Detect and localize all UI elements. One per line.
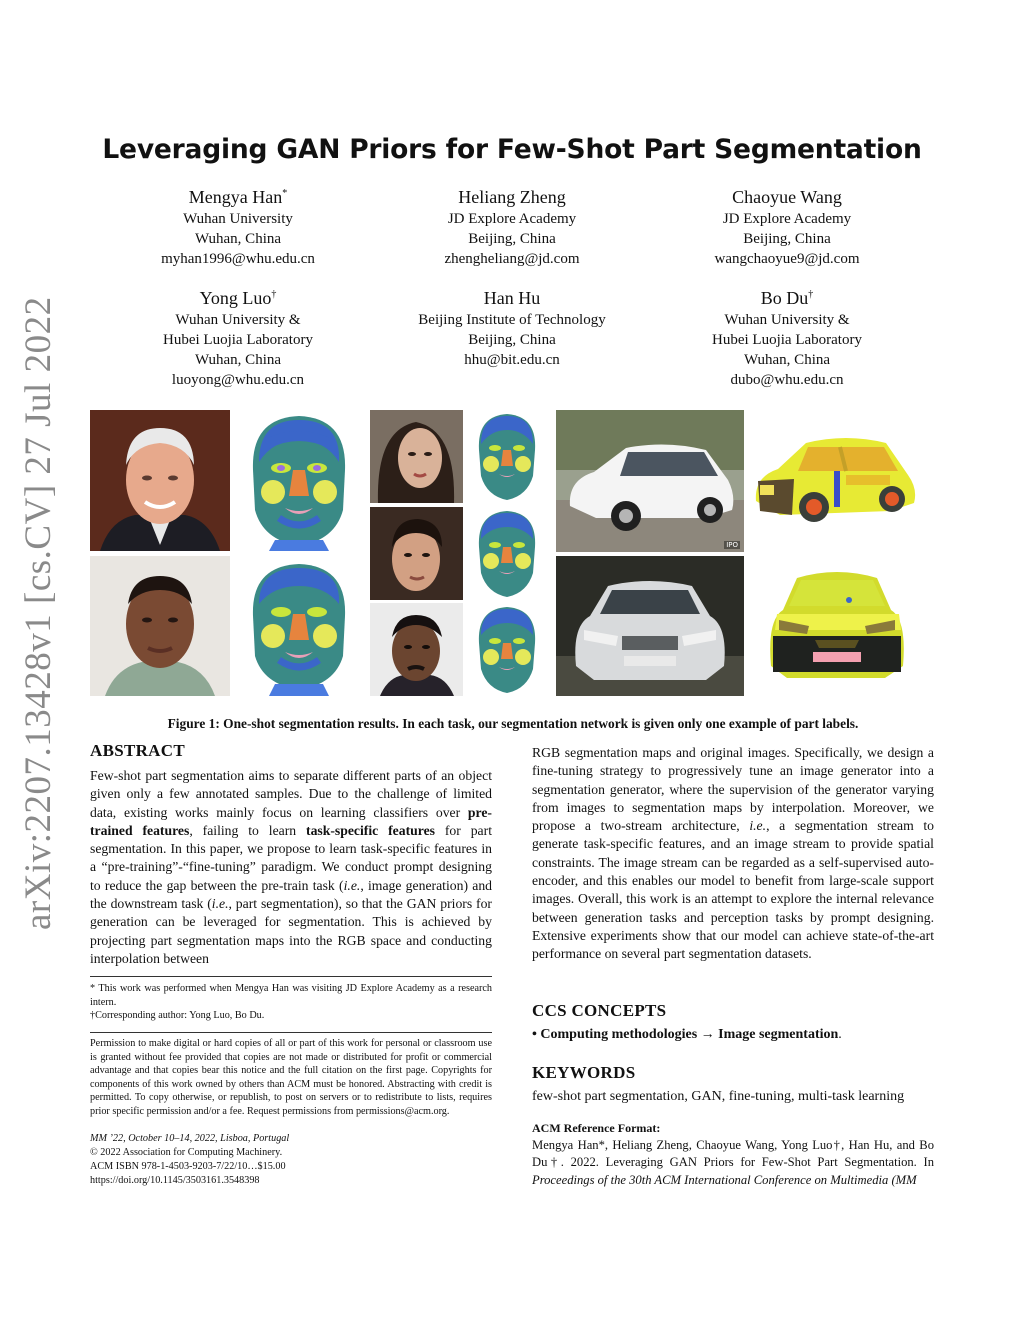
author-affiliation: Wuhan University xyxy=(183,211,293,227)
author-name: Mengya Han xyxy=(188,187,283,207)
copyright-line: © 2022 Association for Computing Machinery. xyxy=(90,1147,283,1158)
author-name: Chaoyue Wang xyxy=(732,187,842,207)
author-name: Yong Luo xyxy=(199,288,272,308)
ccs-suffix: . xyxy=(838,1027,842,1042)
face-segmentation-4 xyxy=(473,507,541,600)
permission-notice: Permission to make digital or hard copies of all or part of this work for personal or classroom use is granted without fee provided that copies are not made or distributed for profit or commercial advantage and that copies bear this notice and the full citation on the first page. Copyrights for components of this work owned by others than ACM must be honored. Abstracting with credit is permitted. To copy otherwise, or republish, to post on servers or to redistribute to lists, requires prior specific permission and/or a fee. Request permissions from permissions@acm.org. xyxy=(90,1038,492,1117)
car-photo-2 xyxy=(556,556,744,696)
face-segmentation-2 xyxy=(245,556,353,696)
author-name: Han Hu xyxy=(483,288,541,308)
author-affiliation: Wuhan University & xyxy=(724,312,850,328)
car-segmentation-2 xyxy=(765,560,910,680)
author-affiliation: JD Explore Academy xyxy=(722,211,852,227)
watermark: IPO xyxy=(726,541,738,549)
author-email[interactable]: myhan1996@whu.edu.cn xyxy=(161,251,315,267)
ccs-item xyxy=(532,1027,842,1043)
author-name: Bo Du xyxy=(760,288,809,308)
author-block xyxy=(637,182,937,269)
author-name: Heliang Zheng xyxy=(458,187,566,207)
face-photo-3 xyxy=(370,410,463,503)
author-email[interactable]: dubo@whu.edu.cn xyxy=(730,372,844,388)
author-block xyxy=(88,283,388,390)
ccs-heading: CCS CONCEPTS xyxy=(532,1001,667,1020)
author-affiliation-2: Hubei Luojia Laboratory xyxy=(712,332,862,348)
abstract-right-text xyxy=(532,744,934,964)
ccs-bullet: • xyxy=(532,1027,541,1042)
author-location: Wuhan, China xyxy=(194,352,282,368)
abstract-bold-term: task-specific features xyxy=(306,822,435,838)
face-segmentation-3 xyxy=(473,410,541,503)
author-affiliation-2: Hubei Luojia Laboratory xyxy=(163,332,313,348)
abstract-left-text xyxy=(90,767,492,968)
ccs-concept: Computing methodologies → Image segmentation xyxy=(540,1027,839,1042)
reference-proceedings: Proceedings of the 30th ACM International Conference on Multimedia (MM xyxy=(532,1172,917,1187)
keywords-text: few-shot part segmentation, GAN, fine-tuning, multi-task learning xyxy=(532,1089,905,1104)
abstract-italic: i.e. xyxy=(211,896,229,912)
footnote-1: * This work was performed when Mengya Han was visiting JD Explore Academy as a research intern. xyxy=(90,983,492,1008)
venue-line: MM ’22, October 10–14, 2022, Lisboa, Portugal xyxy=(90,1133,290,1144)
author-location: Beijing, China xyxy=(468,231,556,247)
author-mark: † xyxy=(271,289,277,300)
author-location: Wuhan, China xyxy=(743,352,831,368)
author-location: Beijing, China xyxy=(468,332,556,348)
abstract-text: , part segmentation), so that the GAN priors for generation can be leveraged for segmentation. This is achieved by projecting part segmentation maps into the RGB space and conducting interpolation between xyxy=(90,896,492,966)
abstract-text: for part segmentation. In this paper, we propose to learn task-specific features in a “pre-training”-“fine-tuning” paradigm. We conduct prompt designing to reduce the gap between the pre-train task ( xyxy=(90,822,492,893)
author-block xyxy=(88,182,388,269)
keywords-heading: KEYWORDS xyxy=(532,1063,636,1082)
reference-heading: ACM Reference Format: xyxy=(532,1121,661,1135)
author-email[interactable]: wangchaoyue9@jd.com xyxy=(714,251,860,267)
author-location: Wuhan, China xyxy=(194,231,282,247)
author-email[interactable]: luoyong@whu.edu.cn xyxy=(171,372,305,388)
abstract-text: Few-shot part segmentation aims to separate different parts of an object given only a few annotated samples. Due to the challenge of limited data, existing works mainly focus on learning classifiers over xyxy=(90,768,492,820)
abstract-italic: i.e. xyxy=(749,818,767,834)
abstract-italic: i.e. xyxy=(343,877,361,893)
paper-title: Leveraging GAN Priors for Few-Shot Part Segmentation xyxy=(102,134,922,165)
author-block xyxy=(362,283,662,370)
author-location: Beijing, China xyxy=(743,231,831,247)
face-segmentation-5 xyxy=(473,603,541,696)
author-mark: * xyxy=(282,188,288,199)
reference-citation: Mengya Han*, Heliang Zheng, Chaoyue Wang, Yong Luo†, Han Hu, and Bo Du†. 2022. Leveraging GAN Priors for Few-Shot Part Segmentation. In xyxy=(532,1138,934,1170)
author-affiliation: Wuhan University & xyxy=(175,312,301,328)
footnote-rule xyxy=(90,976,492,977)
figure-caption: Figure 1: One-shot segmentation results. In each task, our segmentation network is given only one example of part labels. xyxy=(167,716,859,731)
abstract-bold-term: pre-trained features xyxy=(90,804,492,838)
abstract-text: , image generation) and the downstream task ( xyxy=(90,877,493,912)
abstract-text: , failing to learn xyxy=(189,822,307,838)
abstract-text: , a segmentation stream to generate task-specific features, and an image stream to provide spatial constraints. The image stream can be regarded as a self-supervised auto-encoder, and this enables our model to benefit from large-scale support images. Overall, this work is an attempt to explore the internal relevance between generation tasks and perception tasks by prompt designing. Extensive experiments show that our model can achieve state-of-the-art performance on several part segmentation datasets. xyxy=(532,818,934,962)
arxiv-stamp[interactable]: arXiv:2207.13428v1 [cs.CV] 27 Jul 2022 xyxy=(18,296,59,930)
reference-text xyxy=(532,1137,934,1189)
author-block xyxy=(637,283,937,390)
author-affiliation: Beijing Institute of Technology xyxy=(418,312,606,328)
permission-rule xyxy=(90,1032,492,1033)
author-email[interactable]: zhengheliang@jd.com xyxy=(444,251,580,267)
author-mark: † xyxy=(808,289,814,300)
abstract-text: RGB segmentation maps and original images. Specifically, we design a fine-tuning strategy to progressively tune an image generator into a segmentation generator, where the supervision of the generator varying from images to segmentation maps by interpolation. Moreover, we propose a two-stream architecture, xyxy=(532,745,934,834)
abstract-heading: ABSTRACT xyxy=(90,741,185,760)
author-email[interactable]: hhu@bit.edu.cn xyxy=(464,352,560,368)
face-segmentation-1 xyxy=(245,410,353,551)
footnote-2: †Corresponding author: Yong Luo, Bo Du. xyxy=(90,1010,265,1021)
face-photo-2 xyxy=(90,556,230,696)
face-photo-1 xyxy=(90,410,230,551)
doi-link[interactable]: https://doi.org/10.1145/3503161.3548398 xyxy=(90,1175,260,1186)
isbn-line: ACM ISBN 978-1-4503-9203-7/22/10…$15.00 xyxy=(90,1161,286,1172)
author-block xyxy=(362,182,662,269)
author-affiliation: JD Explore Academy xyxy=(447,211,577,227)
car-photo-1 xyxy=(556,410,744,552)
car-segmentation-1 xyxy=(750,425,920,530)
face-photo-5 xyxy=(370,603,463,696)
face-photo-4 xyxy=(370,507,463,600)
